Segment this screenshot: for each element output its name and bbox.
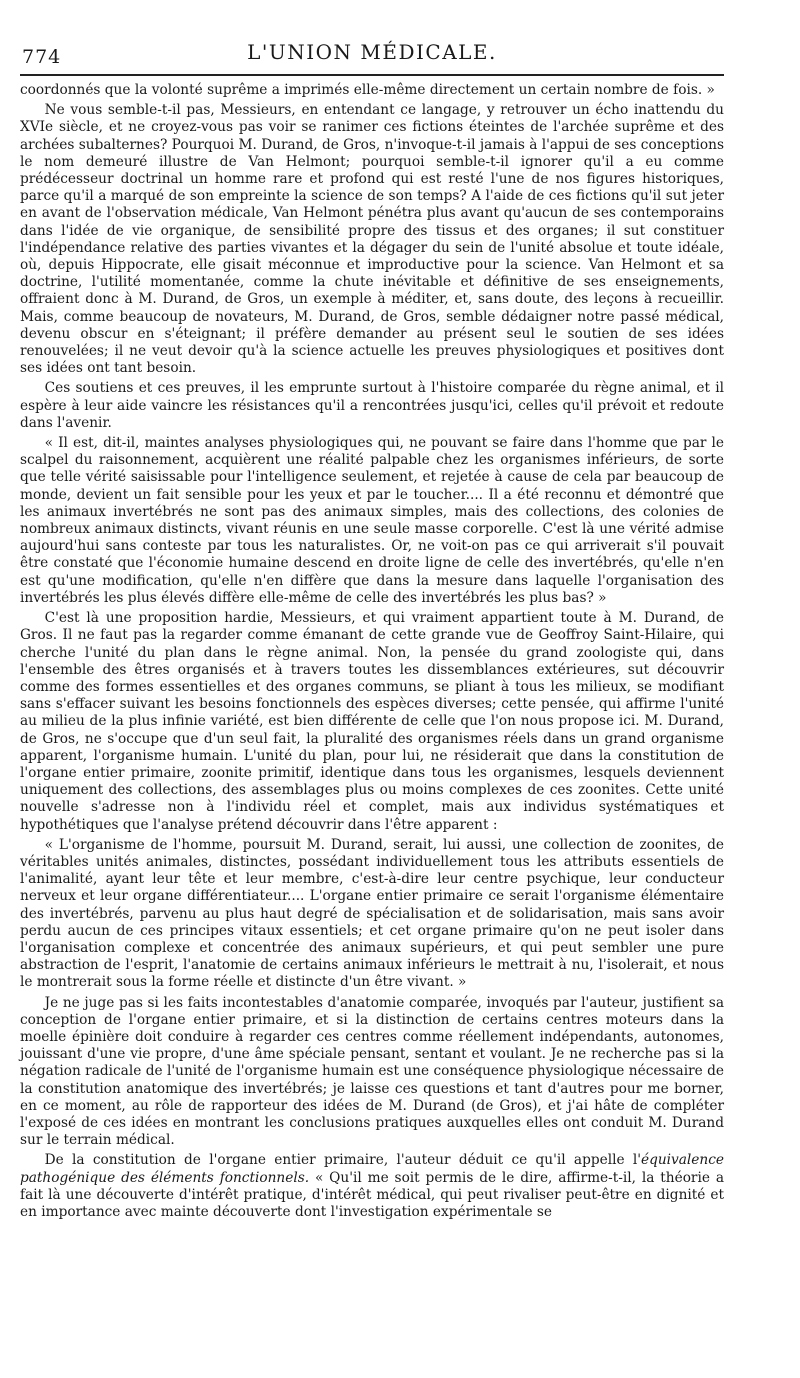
last-paragraph-start: De la constitution de l'organe entier primaire, l'auteur déduit ce qu'il appelle l' (44, 1152, 641, 1169)
last-paragraph-end: « Qu'il me soit permis de le dire, affirme-t-il, la théorie a fait là une découverte d'intérêt pratique, d'intérêt médical, qui peut rivaliser peut-être en dignité et en importance avec mainte découverte dont l'investigation expérimentale se (20, 1169, 724, 1220)
paragraph: Ne vous semble-t-il pas, Messieurs, en entendant ce langage, y retrouver un écho inattendu du XVIe siècle, et ne croyez-vous pas voir se ranimer ces fictions éteintes de l'archée suprême et des archées subalternes? Pourquoi M. Durand, de Gros, n'invoque-t-il jamais à l'appui de ses conceptions le nom demeuré illustre de Van Helmont; pourquoi semble-t-il ignorer qu'il a eu comme prédécesseur doctrinal un homme rare et profond qui est resté l'une de nos figures historiques, parce qu'il a marqué de son empreinte la science de son temps? A l'aide de ces fictions qu'il sut jeter en avant de l'observation médicale, Van Helmont pénétra plus avant qu'aucun de ses contemporains dans l'idée de vie organique, de sensibilité propre des tissus et des organes; il sut constituer l'indépendance relative des parties vivantes et la dégager du sein de l'unité absolue et toute idéale, où, depuis Hippocrate, elle gisait méconnue et improductive pour la science. Van Helmont et sa doctrine, l'utilité momentanée, comme la chute inévitable et définitive de ses enseignements, offraient donc à M. Durand, de Gros, un exemple à méditer, et, sans doute, des leçons à recueillir. Mais, comme beaucoup de novateurs, M. Durand, de Gros, semble dédaigner notre passé médical, devenu obscur en s'éteignant; il préfère demander au présent seul le soutien de ses idées renouvelées; il ne veut devoir qu'à la science actuelle les preuves physiologiques et positives dont ses idées ont tant besoin. (20, 102, 724, 377)
paragraph: Ces soutiens et ces preuves, il les emprunte surtout à l'histoire comparée du règne animal, et il espère à leur aide vaincre les résistances qu'il a rencontrées jusqu'ici, celles qu'il prévoit et redoute dans l'avenir. (20, 380, 724, 431)
paragraph: coordonnés que la volonté suprême a imprimés elle-même directement un certain nombre de fois. » (20, 82, 715, 98)
page-number: 774 (22, 46, 62, 68)
quoted-paragraph: « L'organisme de l'homme, poursuit M. Durand, serait, lui aussi, une collection de zoonites, de véritables unités animales, distinctes, possédant individuellement tous les attributs essentiels de l'animalité, ayant leur tête et leur membre, c'est-à-dire leur centre psychique, leur conducteur nerveux et leur organe différentiateur.... L'organe entier primaire ce serait l'organisme élémentaire des invertébrés, parvenu au plus haut degré de spécialisation et de solidarisation, mais sans avoir perdu aucun de ces principes vitaux essentiels; et cet organe primaire qu'on ne peut isoler dans l'organisation complexe et concentrée des animaux supérieurs, et qui peut sembler une pure abstraction de l'esprit, l'anatomie de certains animaux inférieurs le mettrait à nu, l'isolerait, et nous le montrerait sous la forme réelle et distincte d'un être vivant. » (20, 836, 724, 991)
article-body (20, 82, 724, 1221)
paragraph: C'est là une proposition hardie, Messieurs, et qui vraiment appartient toute à M. Durand, de Gros. Il ne faut pas la regarder comme émanant de cette grande vue de Geoffroy Saint-Hilaire, qui cherche l'unité du plan dans le règne animal. Non, la pensée du grand zoologiste qui, dans l'ensemble des êtres organisés et à travers toutes les dissemblances extérieures, sut découvrir comme des formes essentielles et des organes communs, se pliant à tous les milieux, se modifiant sans s'effacer suivant les besoins fonctionnels des espèces diverses; cette pensée, qui affirme l'unité au milieu de la plus infinie variété, est bien différente de celle que l'on nous propose ici. M. Durand, de Gros, ne s'occupe que d'un seul fait, la pluralité des organismes réels dans un grand organisme apparent, l'organisme humain. L'unité du plan, pour lui, ne résiderait que dans la constitution de l'organe entier primaire, zoonite primitif, identique dans tous les organismes, lesquels deviennent uniquement des collections, des assemblages plus ou moins complexes de ces zoonites. Cette unité nouvelle s'adresse non à l'individu réel et complet, mais aux individus systématiques et hypothétiques que l'analyse prétend découvrir dans l'être apparent : (20, 610, 724, 833)
header-rule (20, 74, 724, 76)
last-paragraph (20, 1152, 724, 1221)
paragraph: Je ne juge pas si les faits incontestables d'anatomie comparée, invoqués par l'auteur, justifient sa conception de l'organe entier primaire, et si la distinction de certains centres moteurs dans la moelle épinière doit conduire à regarder ces centres comme réellement indépendants, autonomes, jouissant d'une vie propre, d'une âme spéciale pensant, sentant et voulant. Je ne recherche pas si la négation radicale de l'unité de l'organisme humain est une conséquence physiologique nécessaire de la constitution anatomique des invertébrés; je laisse ces questions et tant d'autres pour me borner, en ce moment, au rôle de rapporteur des idées de M. Durand (de Gros), et j'ai hâte de compléter l'exposé de ces idées en montrant les conclusions pratiques auxquelles elles ont conduit M. Durand sur le terrain médical. (20, 994, 724, 1149)
running-title: L'UNION MÉDICALE. (247, 40, 497, 64)
quoted-paragraph: « Il est, dit-il, maintes analyses physiologiques qui, ne pouvant se faire dans l'homme que par le scalpel du raisonnement, acquièrent une réalité palpable chez les organismes inférieurs, de sorte que telle vérité saisissable pour l'intelligence seulement, et rejetée à cause de cela par beaucoup de monde, devient un fait sensible pour les yeux et par le toucher.... Il a été reconnu et démontré que les animaux invertébrés ne sont pas des animaux simples, mais des collections, des colonies de nombreux animaux distincts, vivant réunis en une seule masse corporelle. C'est là une vérité admise aujourd'hui sans conteste par tous les naturalistes. Or, ne voit-on pas ce qui arriverait s'il pouvait être constaté que l'économie humaine descend en droite ligne de celle des invertébrés, qu'elle n'en est qu'une modification, qu'elle n'en diffère que dans la mesure dans laquelle l'organisation des invertébrés les plus élevés diffère elle-même de celle des invertébrés les plus bas? » (20, 435, 724, 606)
page-header (20, 34, 724, 70)
italic-term: équivalence pathogénique des éléments fonctionnels. (20, 1152, 724, 1186)
